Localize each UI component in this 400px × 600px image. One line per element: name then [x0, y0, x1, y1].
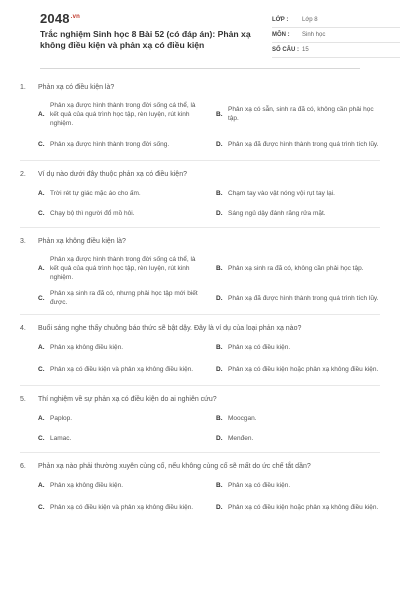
- document-title: Trắc nghiệm Sinh học 8 Bài 52 (có đáp án): Phản xạ không điều kiện và phản xạ có điều kiện: [40, 29, 251, 50]
- option-c[interactable]: [38, 428, 202, 448]
- option-text: Phản xạ không điều kiện.: [50, 343, 123, 351]
- question-divider: [20, 227, 380, 228]
- option-b[interactable]: [216, 408, 380, 428]
- option-letter: C.: [38, 209, 45, 217]
- header: [20, 0, 380, 74]
- option-text: Menđen.: [228, 434, 254, 442]
- option-letter: D.: [216, 365, 223, 373]
- option-text: Phản xạ sinh ra đã có, nhưng phải học tập mới biết được.: [50, 290, 198, 306]
- option-d[interactable]: [216, 132, 380, 156]
- option-letter: B.: [216, 189, 223, 197]
- option-text: Paplop.: [50, 414, 73, 422]
- question: [20, 390, 380, 448]
- question: [20, 457, 380, 519]
- option-b[interactable]: [216, 475, 380, 495]
- option-letter: D.: [216, 503, 223, 511]
- option-text: Lamac.: [50, 434, 72, 442]
- option-d[interactable]: [216, 203, 380, 223]
- option-letter: C.: [38, 140, 45, 148]
- question: [20, 232, 380, 310]
- option-text: Phản xạ được hình thành trong đời sống cá thể, là kết quả của quá trình học tập, rèn luyện, rút kinh nghiệm.: [50, 101, 196, 127]
- question-text: [20, 165, 380, 183]
- options: [20, 408, 380, 448]
- question-stem: Ví dụ nào dưới đây thuộc phản xạ có điều kiện?: [38, 170, 187, 178]
- logo-text: 2048: [40, 11, 70, 26]
- option-text: Phản xạ được hình thành trong đời sống.: [50, 140, 170, 148]
- options: [20, 96, 380, 156]
- option-d[interactable]: [216, 286, 380, 310]
- meta-row-class: [272, 13, 400, 28]
- option-text: Phản xạ có điều kiện hoặc phản xạ không điều kiện.: [228, 503, 379, 511]
- option-c[interactable]: [38, 203, 202, 223]
- option-letter: B.: [216, 343, 223, 351]
- option-text: Phản xạ đã được hình thành trong quá trình tích lũy.: [228, 140, 379, 148]
- option-text: Phản xạ có điều kiện và phản xạ không điều kiện.: [50, 365, 194, 373]
- option-letter: A.: [38, 189, 45, 197]
- question-divider: [20, 385, 380, 386]
- class-label: LỚP :: [272, 17, 289, 23]
- option-b[interactable]: [216, 183, 380, 203]
- option-a[interactable]: [38, 408, 202, 428]
- option-letter: A.: [38, 343, 45, 351]
- option-a[interactable]: [38, 96, 202, 132]
- option-letter: C.: [38, 503, 45, 511]
- subject-label: MÔN :: [272, 32, 290, 38]
- option-b[interactable]: [216, 250, 380, 286]
- option-d[interactable]: [216, 495, 380, 519]
- options: [20, 475, 380, 519]
- option-letter: B.: [216, 264, 223, 272]
- question-text: [20, 232, 380, 250]
- option-letter: C.: [38, 434, 45, 442]
- question-number: 5.: [20, 395, 26, 403]
- option-letter: C.: [38, 365, 45, 373]
- option-text: Phản xạ sinh ra đã có, không cần phải học tập.: [228, 264, 364, 272]
- option-text: Chạm tay vào vật nóng vội rụt tay lại.: [228, 189, 335, 197]
- option-letter: B.: [216, 110, 223, 118]
- option-b[interactable]: [216, 337, 380, 357]
- option-letter: A.: [38, 481, 45, 489]
- option-a[interactable]: [38, 250, 202, 286]
- question-stem: Buổi sáng nghe thấy chuông báo thức sẽ bật dậy. Đây là ví dụ của loại phản xạ nào?: [38, 324, 302, 332]
- options: [20, 183, 380, 223]
- question: [20, 78, 380, 156]
- header-divider: [40, 68, 360, 69]
- meta-table: [272, 13, 400, 58]
- option-letter: A.: [38, 264, 45, 272]
- option-d[interactable]: [216, 428, 380, 448]
- question-divider: [20, 314, 380, 315]
- logo-suffix: .vn: [70, 13, 81, 20]
- question-stem: Phản xạ nào phải thường xuyên củng cố, nếu không củng cố sẽ mất do ức chế tắt dần?: [38, 462, 311, 470]
- option-text: Phản xạ được hình thành trong đời sống cá thể, là kết quả của quá trình học tập, rèn luyện, rút kinh nghiệm.: [50, 255, 196, 281]
- question-stem: Thí nghiệm về sự phản xạ có điều kiện do ai nghiên cứu?: [38, 395, 217, 403]
- option-text: Phản xạ có điều kiện và phản xạ không điều kiện.: [50, 503, 194, 511]
- option-a[interactable]: [38, 183, 202, 203]
- option-a[interactable]: [38, 337, 202, 357]
- option-c[interactable]: [38, 495, 202, 519]
- options: [20, 337, 380, 381]
- option-c[interactable]: [38, 357, 202, 381]
- question-text: [20, 319, 380, 337]
- question-divider: [20, 160, 380, 161]
- option-text: Phản xạ có điều kiện hoặc phản xạ không điều kiện.: [228, 365, 379, 373]
- site-logo[interactable]: [40, 11, 80, 26]
- option-c[interactable]: [38, 132, 202, 156]
- meta-row-subject: [272, 28, 400, 43]
- question-divider: [20, 452, 380, 453]
- option-letter: A.: [38, 110, 45, 118]
- question-number: 4.: [20, 324, 26, 332]
- option-text: Phản xạ không điều kiện.: [50, 481, 123, 489]
- option-text: Chạy bộ thì người đổ mồ hôi.: [50, 209, 135, 217]
- option-c[interactable]: [38, 286, 202, 310]
- subject-value: Sinh học: [302, 32, 326, 38]
- option-letter: C.: [38, 294, 45, 302]
- option-text: Phản xạ có điều kiện.: [228, 481, 291, 489]
- question-number: 1.: [20, 83, 26, 91]
- option-text: Moocgan.: [228, 414, 257, 422]
- question-stem: Phản xạ có điều kiện là?: [38, 83, 115, 91]
- option-letter: B.: [216, 414, 223, 422]
- option-text: Phản xạ đã được hình thành trong quá trình tích lũy.: [228, 294, 379, 302]
- option-letter: D.: [216, 209, 223, 217]
- option-letter: D.: [216, 434, 223, 442]
- option-a[interactable]: [38, 475, 202, 495]
- question-text: [20, 457, 380, 475]
- question-text: [20, 78, 380, 96]
- option-text: Trời rét tự giác mặc áo cho ấm.: [50, 189, 141, 197]
- option-text: Sáng ngủ dậy đánh răng rửa mặt.: [228, 209, 326, 217]
- option-letter: A.: [38, 414, 45, 422]
- option-d[interactable]: [216, 357, 380, 381]
- option-text: Phản xạ có điều kiện.: [228, 343, 291, 351]
- question-number: 3.: [20, 237, 26, 245]
- question-number: 6.: [20, 462, 26, 470]
- question: [20, 165, 380, 223]
- question: [20, 319, 380, 381]
- question-list: [20, 78, 380, 519]
- question-text: [20, 390, 380, 408]
- question-count-label: SỐ CÂU :: [272, 47, 299, 53]
- question-stem: Phản xạ không điều kiện là?: [38, 237, 126, 245]
- option-letter: D.: [216, 294, 223, 302]
- meta-row-count: [272, 43, 400, 58]
- option-b[interactable]: [216, 96, 380, 132]
- question-number: 2.: [20, 170, 26, 178]
- option-text: Phản xạ có sẵn, sinh ra đã có, không cần phải học tập.: [228, 106, 374, 122]
- option-letter: B.: [216, 481, 223, 489]
- class-value: Lớp 8: [302, 17, 318, 23]
- options: [20, 250, 380, 310]
- question-count-value: 15: [302, 47, 309, 53]
- option-letter: D.: [216, 140, 223, 148]
